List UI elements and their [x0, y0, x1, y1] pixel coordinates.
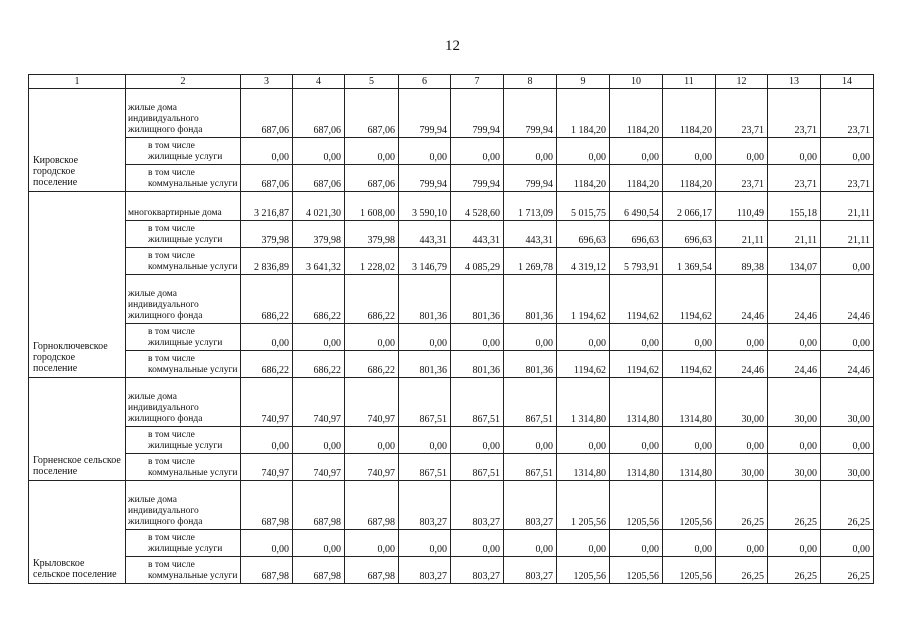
value-cell: 21,11	[768, 221, 821, 248]
value-cell: 740,97	[293, 378, 345, 427]
value-cell: 24,46	[821, 351, 874, 378]
value-cell: 1314,80	[610, 454, 663, 481]
value-cell: 4 085,29	[451, 248, 504, 275]
value-cell: 801,36	[451, 351, 504, 378]
tariff-table	[28, 74, 874, 584]
value-cell: 0,00	[399, 427, 451, 454]
table-row	[29, 89, 874, 138]
value-cell: 803,27	[504, 481, 557, 530]
value-cell: 26,25	[768, 557, 821, 584]
value-cell: 1184,20	[610, 165, 663, 192]
value-cell: 1 184,20	[557, 89, 610, 138]
value-cell: 4 319,12	[557, 248, 610, 275]
settlement-name: Горноключевское городское поселение	[29, 192, 126, 378]
value-cell: 21,11	[716, 221, 768, 248]
value-cell: 4 021,30	[293, 192, 345, 221]
value-cell: 799,94	[504, 89, 557, 138]
category-label: в том числе жилищные услуги	[126, 427, 241, 454]
category-label: в том числе жилищные услуги	[126, 221, 241, 248]
table-row	[29, 481, 874, 530]
value-cell: 1194,62	[610, 351, 663, 378]
table-row	[29, 530, 874, 557]
value-cell: 0,00	[610, 324, 663, 351]
value-cell: 799,94	[451, 89, 504, 138]
value-cell: 803,27	[451, 557, 504, 584]
table-row	[29, 454, 874, 481]
page-number: 12	[445, 38, 460, 54]
value-cell: 686,22	[345, 275, 399, 324]
value-cell: 0,00	[345, 427, 399, 454]
value-cell: 801,36	[451, 275, 504, 324]
value-cell: 0,00	[768, 427, 821, 454]
column-header: 9	[557, 75, 610, 89]
value-cell: 696,63	[557, 221, 610, 248]
value-cell: 0,00	[716, 138, 768, 165]
value-cell: 0,00	[610, 138, 663, 165]
value-cell: 1194,62	[557, 351, 610, 378]
value-cell: 686,22	[293, 275, 345, 324]
column-header: 7	[451, 75, 504, 89]
value-cell: 1184,20	[663, 165, 716, 192]
column-header: 2	[126, 75, 241, 89]
value-cell: 1 314,80	[557, 378, 610, 427]
value-cell: 1205,56	[663, 557, 716, 584]
column-header: 10	[610, 75, 663, 89]
value-cell: 687,06	[241, 165, 293, 192]
value-cell: 21,11	[821, 192, 874, 221]
value-cell: 1 713,09	[504, 192, 557, 221]
value-cell: 803,27	[504, 557, 557, 584]
value-cell: 687,06	[345, 89, 399, 138]
value-cell: 0,00	[241, 324, 293, 351]
value-cell: 3 216,87	[241, 192, 293, 221]
value-cell: 23,71	[768, 165, 821, 192]
column-header: 1	[29, 75, 126, 89]
value-cell: 0,00	[557, 427, 610, 454]
value-cell: 0,00	[399, 138, 451, 165]
value-cell: 379,98	[345, 221, 399, 248]
value-cell: 740,97	[345, 454, 399, 481]
value-cell: 687,98	[293, 481, 345, 530]
value-cell: 1 194,62	[557, 275, 610, 324]
value-cell: 1205,56	[663, 481, 716, 530]
value-cell: 1184,20	[557, 165, 610, 192]
value-cell: 23,71	[821, 89, 874, 138]
value-cell: 30,00	[716, 454, 768, 481]
value-cell: 740,97	[293, 454, 345, 481]
category-label: в том числе коммунальные услуги	[126, 351, 241, 378]
value-cell: 110,49	[716, 192, 768, 221]
category-label: в том числе коммунальные услуги	[126, 557, 241, 584]
value-cell: 24,46	[768, 275, 821, 324]
value-cell: 740,97	[241, 454, 293, 481]
value-cell: 740,97	[241, 378, 293, 427]
value-cell: 1184,20	[663, 89, 716, 138]
value-cell: 0,00	[293, 324, 345, 351]
column-header: 3	[241, 75, 293, 89]
value-cell: 0,00	[293, 427, 345, 454]
value-cell: 2 836,89	[241, 248, 293, 275]
value-cell: 0,00	[293, 138, 345, 165]
value-cell: 1314,80	[663, 454, 716, 481]
value-cell: 687,98	[345, 481, 399, 530]
value-cell: 0,00	[399, 530, 451, 557]
category-label: в том числе жилищные услуги	[126, 530, 241, 557]
value-cell: 799,94	[399, 89, 451, 138]
value-cell: 24,46	[768, 351, 821, 378]
value-cell: 0,00	[716, 324, 768, 351]
value-cell: 26,25	[821, 481, 874, 530]
settlement-name: Кировское городское поселение	[29, 89, 126, 192]
value-cell: 799,94	[451, 165, 504, 192]
value-cell: 0,00	[768, 324, 821, 351]
value-cell: 687,06	[293, 89, 345, 138]
value-cell: 1194,62	[663, 351, 716, 378]
value-cell: 0,00	[504, 530, 557, 557]
table-row	[29, 427, 874, 454]
value-cell: 687,06	[241, 89, 293, 138]
table-row	[29, 324, 874, 351]
value-cell: 0,00	[345, 138, 399, 165]
category-label: жилые дома индивидуального жилищного фонда	[126, 378, 241, 427]
value-cell: 801,36	[504, 351, 557, 378]
column-header: 5	[345, 75, 399, 89]
value-cell: 26,25	[716, 481, 768, 530]
value-cell: 801,36	[399, 275, 451, 324]
value-cell: 687,98	[241, 481, 293, 530]
value-cell: 0,00	[821, 427, 874, 454]
value-cell: 30,00	[768, 378, 821, 427]
value-cell: 134,07	[768, 248, 821, 275]
value-cell: 0,00	[345, 324, 399, 351]
value-cell: 740,97	[345, 378, 399, 427]
table-row	[29, 378, 874, 427]
value-cell: 0,00	[557, 324, 610, 351]
value-cell: 801,36	[504, 275, 557, 324]
value-cell: 0,00	[399, 324, 451, 351]
value-cell: 1205,56	[557, 557, 610, 584]
value-cell: 0,00	[663, 530, 716, 557]
table-row	[29, 165, 874, 192]
value-cell: 4 528,60	[451, 192, 504, 221]
value-cell: 687,98	[345, 557, 399, 584]
value-cell: 801,36	[399, 351, 451, 378]
column-header: 6	[399, 75, 451, 89]
value-cell: 0,00	[610, 530, 663, 557]
value-cell: 0,00	[663, 427, 716, 454]
value-cell: 803,27	[399, 481, 451, 530]
table-row	[29, 221, 874, 248]
value-cell: 23,71	[716, 89, 768, 138]
value-cell: 443,31	[451, 221, 504, 248]
value-cell: 3 641,32	[293, 248, 345, 275]
value-cell: 867,51	[399, 378, 451, 427]
column-header: 13	[768, 75, 821, 89]
category-label: жилые дома индивидуального жилищного фонда	[126, 89, 241, 138]
value-cell: 1 269,78	[504, 248, 557, 275]
column-header: 14	[821, 75, 874, 89]
value-cell: 0,00	[451, 427, 504, 454]
value-cell: 155,18	[768, 192, 821, 221]
category-label: многоквартирные дома	[126, 192, 241, 221]
value-cell: 0,00	[241, 530, 293, 557]
value-cell: 0,00	[716, 530, 768, 557]
value-cell: 5 793,91	[610, 248, 663, 275]
value-cell: 379,98	[241, 221, 293, 248]
table-row	[29, 351, 874, 378]
value-cell: 443,31	[399, 221, 451, 248]
value-cell: 6 490,54	[610, 192, 663, 221]
value-cell: 0,00	[610, 427, 663, 454]
value-cell: 803,27	[451, 481, 504, 530]
table-row	[29, 248, 874, 275]
value-cell: 3 146,79	[399, 248, 451, 275]
value-cell: 867,51	[451, 378, 504, 427]
value-cell: 1 369,54	[663, 248, 716, 275]
value-cell: 30,00	[821, 378, 874, 427]
value-cell: 1314,80	[557, 454, 610, 481]
value-cell: 1314,80	[663, 378, 716, 427]
value-cell: 3 590,10	[399, 192, 451, 221]
value-cell: 0,00	[451, 324, 504, 351]
table-row	[29, 192, 874, 221]
value-cell: 1205,56	[610, 481, 663, 530]
value-cell: 0,00	[821, 530, 874, 557]
value-cell: 1314,80	[610, 378, 663, 427]
value-cell: 867,51	[504, 454, 557, 481]
value-cell: 1 608,00	[345, 192, 399, 221]
value-cell: 1194,62	[663, 275, 716, 324]
value-cell: 687,06	[293, 165, 345, 192]
value-cell: 1 205,56	[557, 481, 610, 530]
value-cell: 0,00	[557, 138, 610, 165]
value-cell: 686,22	[345, 351, 399, 378]
settlement-name: Горненское сельское поселение	[29, 378, 126, 481]
value-cell: 26,25	[821, 557, 874, 584]
value-cell: 867,51	[399, 454, 451, 481]
value-cell: 0,00	[716, 427, 768, 454]
value-cell: 0,00	[821, 248, 874, 275]
value-cell: 687,98	[293, 557, 345, 584]
value-cell: 0,00	[768, 530, 821, 557]
value-cell: 1205,56	[610, 557, 663, 584]
value-cell: 0,00	[241, 138, 293, 165]
value-cell: 799,94	[399, 165, 451, 192]
category-label: в том числе жилищные услуги	[126, 324, 241, 351]
value-cell: 0,00	[241, 427, 293, 454]
value-cell: 696,63	[610, 221, 663, 248]
value-cell: 26,25	[716, 557, 768, 584]
table-row	[29, 557, 874, 584]
value-cell: 686,22	[293, 351, 345, 378]
value-cell: 89,38	[716, 248, 768, 275]
value-cell: 0,00	[504, 427, 557, 454]
value-cell: 0,00	[663, 138, 716, 165]
value-cell: 2 066,17	[663, 192, 716, 221]
value-cell: 867,51	[504, 378, 557, 427]
value-cell: 0,00	[451, 138, 504, 165]
value-cell: 30,00	[716, 378, 768, 427]
value-cell: 24,46	[821, 275, 874, 324]
value-cell: 687,06	[345, 165, 399, 192]
category-label: в том числе жилищные услуги	[126, 138, 241, 165]
value-cell: 0,00	[504, 324, 557, 351]
table-row	[29, 138, 874, 165]
column-header: 8	[504, 75, 557, 89]
category-label: жилые дома индивидуального жилищного фонда	[126, 481, 241, 530]
value-cell: 0,00	[293, 530, 345, 557]
value-cell: 0,00	[663, 324, 716, 351]
table-row	[29, 275, 874, 324]
value-cell: 23,71	[768, 89, 821, 138]
category-label: жилые дома индивидуального жилищного фонда	[126, 275, 241, 324]
value-cell: 803,27	[399, 557, 451, 584]
value-cell: 867,51	[451, 454, 504, 481]
value-cell: 23,71	[821, 165, 874, 192]
category-label: в том числе коммунальные услуги	[126, 454, 241, 481]
value-cell: 0,00	[768, 138, 821, 165]
value-cell: 0,00	[451, 530, 504, 557]
header-row	[29, 75, 874, 89]
value-cell: 686,22	[241, 351, 293, 378]
value-cell: 24,46	[716, 351, 768, 378]
settlement-name: Крыловское сельское поселение	[29, 481, 126, 584]
value-cell: 0,00	[821, 138, 874, 165]
value-cell: 5 015,75	[557, 192, 610, 221]
value-cell: 443,31	[504, 221, 557, 248]
value-cell: 21,11	[821, 221, 874, 248]
column-header: 4	[293, 75, 345, 89]
value-cell: 0,00	[557, 530, 610, 557]
value-cell: 30,00	[821, 454, 874, 481]
value-cell: 379,98	[293, 221, 345, 248]
value-cell: 687,98	[241, 557, 293, 584]
value-cell: 26,25	[768, 481, 821, 530]
value-cell: 0,00	[504, 138, 557, 165]
column-header: 12	[716, 75, 768, 89]
value-cell: 686,22	[241, 275, 293, 324]
value-cell: 1 228,02	[345, 248, 399, 275]
value-cell: 696,63	[663, 221, 716, 248]
category-label: в том числе коммунальные услуги	[126, 248, 241, 275]
value-cell: 0,00	[345, 530, 399, 557]
column-header: 11	[663, 75, 716, 89]
value-cell: 1184,20	[610, 89, 663, 138]
value-cell: 1194,62	[610, 275, 663, 324]
value-cell: 24,46	[716, 275, 768, 324]
value-cell: 23,71	[716, 165, 768, 192]
value-cell: 799,94	[504, 165, 557, 192]
category-label: в том числе коммунальные услуги	[126, 165, 241, 192]
value-cell: 30,00	[768, 454, 821, 481]
value-cell: 0,00	[821, 324, 874, 351]
